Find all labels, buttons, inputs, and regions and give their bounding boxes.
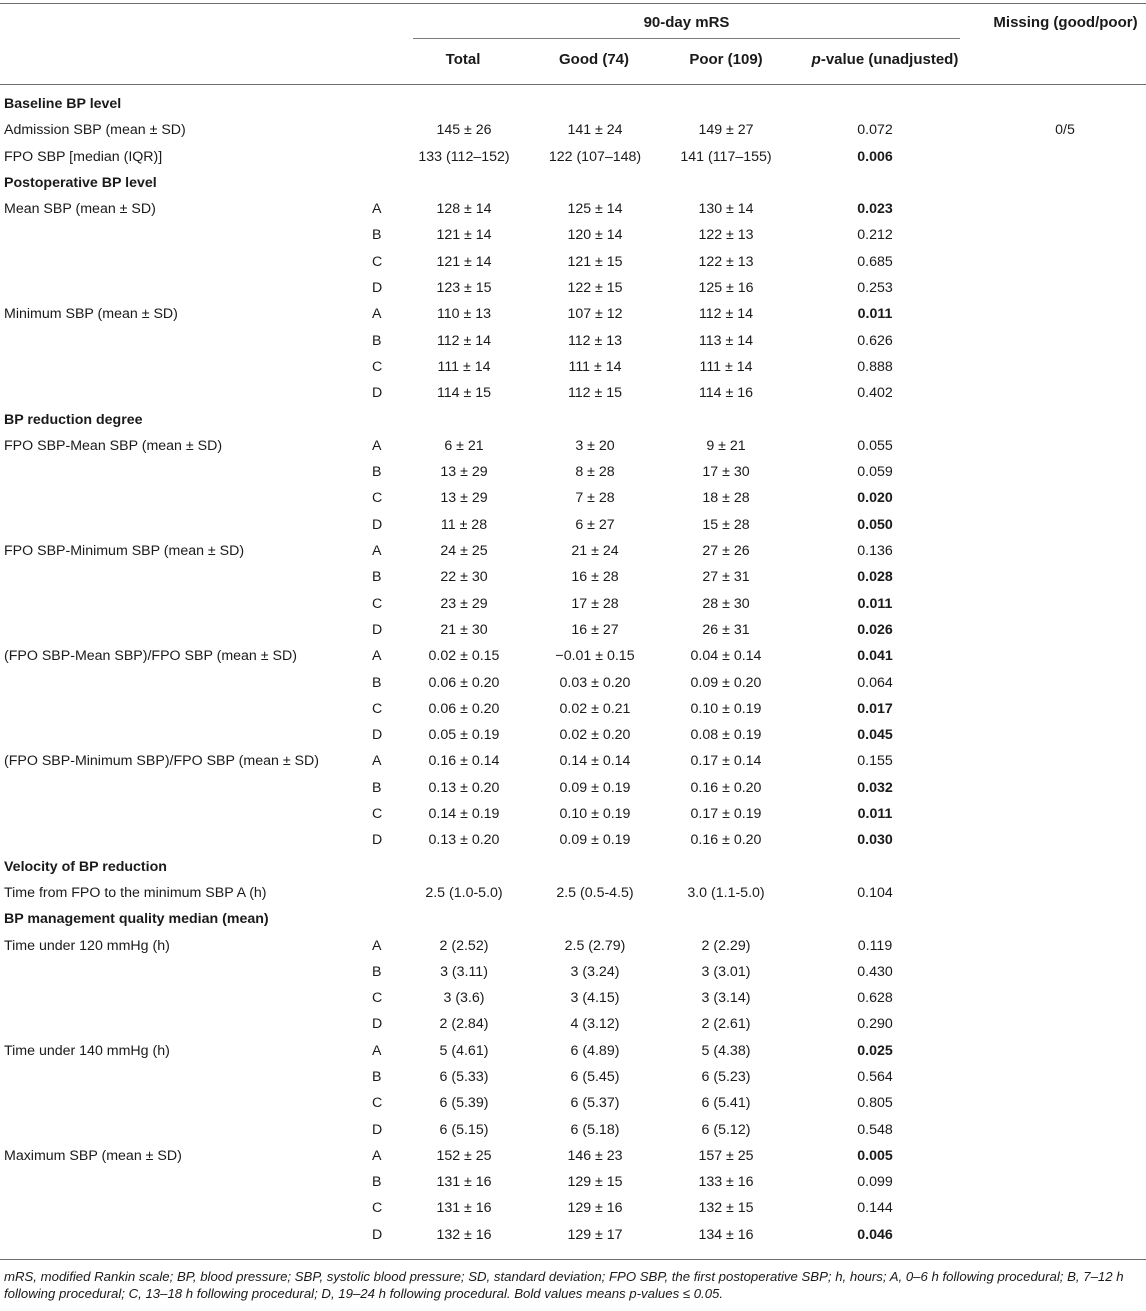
total-cell: 0.05 ± 0.19: [428, 727, 500, 744]
p-value-cell: 0.023: [857, 201, 893, 218]
period-cell: A: [372, 437, 382, 454]
good-cell: 129 ± 16: [567, 1200, 623, 1217]
good-cell: 6 ± 27: [575, 516, 615, 533]
poor-cell: 9 ± 21: [706, 437, 746, 454]
poor-cell: 5 (4.38): [701, 1042, 751, 1059]
table-row: [0, 117, 1146, 143]
total-cell: 3 (3.6): [443, 990, 485, 1007]
good-cell: 0.09 ± 0.19: [559, 779, 631, 796]
poor-cell: 3 (3.01): [701, 963, 751, 980]
header-p-value: [800, 51, 970, 68]
total-cell: 6 (5.33): [439, 1068, 489, 1085]
p-value-cell: 0.136: [857, 543, 893, 560]
period-cell: B: [372, 1174, 382, 1191]
poor-cell: 114 ± 16: [698, 385, 754, 402]
p-value-cell: 0.402: [857, 385, 893, 402]
p-value-cell: 0.026: [857, 621, 893, 638]
poor-cell: 133 ± 16: [698, 1174, 754, 1191]
poor-cell: 6 (5.12): [701, 1121, 751, 1138]
table-body: [0, 91, 1146, 1248]
total-cell: 2.5 (1.0-5.0): [425, 884, 503, 901]
missing-cell: 0/5: [1055, 122, 1075, 139]
total-cell: 5 (4.61): [439, 1042, 489, 1059]
p-value-cell: 0.548: [857, 1121, 893, 1138]
good-cell: 129 ± 17: [567, 1226, 623, 1243]
table-row: [0, 1117, 1146, 1143]
p-value-cell: 0.011: [857, 806, 893, 823]
section-row: [0, 906, 1146, 932]
p-value-cell: 0.050: [857, 516, 893, 533]
p-value-cell: 0.011: [857, 595, 893, 612]
period-cell: B: [372, 332, 382, 349]
period-cell: A: [372, 306, 382, 323]
period-cell: A: [372, 543, 382, 560]
period-cell: C: [372, 1200, 383, 1217]
table-row: [0, 485, 1146, 511]
table-row: [0, 459, 1146, 485]
table-row: [0, 722, 1146, 748]
p-value-cell: 0.119: [857, 937, 893, 954]
poor-cell: 0.16 ± 0.20: [690, 779, 762, 796]
good-cell: 111 ± 14: [568, 358, 622, 375]
period-cell: A: [372, 937, 382, 954]
row-label: Time from FPO to the minimum SBP A (h): [4, 884, 267, 901]
period-cell: D: [372, 516, 383, 533]
good-cell: 3 ± 20: [575, 437, 615, 454]
p-value-cell: 0.045: [857, 727, 893, 744]
section-label: BP management quality median (mean): [4, 911, 269, 928]
section-label: BP reduction degree: [4, 411, 143, 428]
p-value-cell: 0.212: [857, 227, 893, 244]
table-row: [0, 512, 1146, 538]
poor-cell: 3.0 (1.1-5.0): [687, 884, 765, 901]
row-label: Minimum SBP (mean ± SD): [4, 306, 178, 323]
period-cell: B: [372, 227, 382, 244]
p-value-cell: 0.005: [857, 1147, 893, 1164]
poor-cell: 125 ± 16: [698, 280, 754, 297]
total-cell: 6 ± 21: [444, 437, 484, 454]
p-value-cell: 0.564: [857, 1068, 893, 1085]
total-cell: 128 ± 14: [436, 201, 492, 218]
table-row: [0, 880, 1146, 906]
header-p-rest: -value (unadjusted): [820, 51, 959, 68]
good-cell: 6 (5.37): [570, 1095, 620, 1112]
poor-cell: 0.10 ± 0.19: [690, 700, 762, 717]
poor-cell: 27 ± 31: [702, 569, 750, 586]
good-cell: 3 (3.24): [570, 963, 620, 980]
poor-cell: 111 ± 14: [699, 358, 753, 375]
good-cell: 0.03 ± 0.20: [559, 674, 631, 691]
table-row: [0, 617, 1146, 643]
row-label: Maximum SBP (mean ± SD): [4, 1147, 182, 1164]
poor-cell: 6 (5.23): [701, 1068, 751, 1085]
period-cell: B: [372, 569, 382, 586]
good-cell: 3 (4.15): [570, 990, 620, 1007]
good-cell: 16 ± 27: [571, 621, 619, 638]
p-value-cell: 0.072: [857, 122, 893, 139]
good-cell: 120 ± 14: [567, 227, 623, 244]
total-cell: 131 ± 16: [436, 1200, 492, 1217]
p-value-cell: 0.064: [857, 674, 893, 691]
poor-cell: 0.04 ± 0.14: [690, 648, 762, 665]
table-row: [0, 1011, 1146, 1037]
total-cell: 23 ± 29: [440, 595, 488, 612]
total-cell: 0.02 ± 0.15: [428, 648, 500, 665]
table-top-rule: [0, 3, 1146, 4]
p-value-cell: 0.626: [857, 332, 893, 349]
table-row: [0, 775, 1146, 801]
total-cell: 132 ± 16: [436, 1226, 492, 1243]
table-row: [0, 1090, 1146, 1116]
good-cell: 0.10 ± 0.19: [559, 806, 631, 823]
period-cell: D: [372, 1226, 383, 1243]
period-cell: D: [372, 832, 383, 849]
section-label: Velocity of BP reduction: [4, 858, 167, 875]
good-cell: 112 ± 13: [567, 332, 623, 349]
total-cell: 6 (5.15): [439, 1121, 489, 1138]
table-row: [0, 985, 1146, 1011]
total-cell: 111 ± 14: [437, 358, 491, 375]
table-footnote: mRS, modified Rankin scale; BP, blood pressure; SBP, systolic blood pressure; SD, standard deviation; FPO SBP, the first postoperative SBP; h, hours; A, 0–6 h following procedural; B, 7–12 h following procedural; C, 13–18 h following procedural; D, 19–24 h following procedural. Bold values means p-values ≤ 0.05.: [4, 1269, 1124, 1301]
table-row: [0, 933, 1146, 959]
section-row: [0, 170, 1146, 196]
section-label: Baseline BP level: [4, 96, 122, 112]
good-cell: 107 ± 12: [567, 306, 623, 323]
poor-cell: 0.17 ± 0.14: [690, 753, 762, 770]
table-row: [0, 538, 1146, 564]
poor-cell: 27 ± 26: [702, 543, 750, 560]
p-value-cell: 0.020: [857, 490, 893, 507]
total-cell: 21 ± 30: [440, 621, 488, 638]
poor-cell: 0.16 ± 0.20: [690, 832, 762, 849]
period-cell: D: [372, 727, 383, 744]
total-cell: 133 (112–152): [418, 148, 510, 165]
total-cell: 123 ± 15: [436, 280, 492, 297]
good-cell: 7 ± 28: [575, 490, 615, 507]
table-row: [0, 1064, 1146, 1090]
poor-cell: 28 ± 30: [702, 595, 750, 612]
period-cell: B: [372, 464, 382, 481]
total-cell: 110 ± 13: [436, 306, 492, 323]
table-row: [0, 1143, 1146, 1169]
table-row: [0, 959, 1146, 985]
poor-cell: 122 ± 13: [698, 253, 754, 270]
p-value-cell: 0.030: [857, 832, 893, 849]
table-row: [0, 249, 1146, 275]
period-cell: A: [372, 1147, 382, 1164]
good-cell: 0.14 ± 0.14: [559, 753, 631, 770]
p-value-cell: 0.253: [857, 280, 893, 297]
row-label: FPO SBP [median (IQR)]: [4, 148, 163, 165]
p-value-cell: 0.099: [857, 1174, 893, 1191]
p-value-cell: 0.430: [857, 963, 893, 980]
total-cell: 152 ± 25: [436, 1147, 492, 1164]
period-cell: C: [372, 1095, 383, 1112]
good-cell: 112 ± 15: [567, 385, 623, 402]
p-value-cell: 0.017: [857, 700, 893, 717]
period-cell: A: [372, 648, 382, 665]
table-row: [0, 301, 1146, 327]
good-cell: 129 ± 15: [567, 1174, 623, 1191]
p-value-cell: 0.628: [857, 990, 893, 1007]
poor-cell: 3 (3.14): [701, 990, 751, 1007]
poor-cell: 26 ± 31: [702, 621, 750, 638]
total-cell: 22 ± 30: [440, 569, 488, 586]
section-row: [0, 91, 1146, 117]
p-value-cell: 0.685: [857, 253, 893, 270]
period-cell: B: [372, 674, 382, 691]
header-total: Total: [445, 51, 481, 68]
header-missing: Missing (good/poor): [993, 14, 1138, 31]
total-cell: 131 ± 16: [436, 1174, 492, 1191]
total-cell: 0.06 ± 0.20: [428, 674, 500, 691]
table-row: [0, 591, 1146, 617]
period-cell: A: [372, 1042, 382, 1059]
good-cell: 21 ± 24: [571, 543, 619, 560]
poor-cell: 15 ± 28: [702, 516, 750, 533]
total-cell: 121 ± 14: [436, 227, 492, 244]
table-row: [0, 670, 1146, 696]
good-cell: 2.5 (2.79): [564, 937, 626, 954]
period-cell: D: [372, 621, 383, 638]
good-cell: 17 ± 28: [571, 595, 619, 612]
period-cell: C: [372, 700, 383, 717]
table-row: [0, 696, 1146, 722]
period-cell: B: [372, 963, 382, 980]
section-row: [0, 407, 1146, 433]
period-cell: D: [372, 1121, 383, 1138]
table-bottom-rule: [0, 1259, 1146, 1260]
total-cell: 0.13 ± 0.20: [428, 779, 500, 796]
header-good: Good (74): [559, 51, 629, 68]
period-cell: C: [372, 990, 383, 1007]
period-cell: D: [372, 385, 383, 402]
period-cell: C: [372, 490, 383, 507]
table-row: [0, 354, 1146, 380]
total-cell: 0.13 ± 0.20: [428, 832, 500, 849]
good-cell: 141 ± 24: [567, 122, 623, 139]
total-cell: 145 ± 26: [436, 122, 492, 139]
poor-cell: 112 ± 14: [698, 306, 754, 323]
p-value-cell: 0.006: [857, 148, 893, 165]
table-row: [0, 433, 1146, 459]
p-value-cell: 0.104: [857, 884, 893, 901]
good-cell: 16 ± 28: [571, 569, 619, 586]
poor-cell: 18 ± 28: [702, 490, 750, 507]
total-cell: 2 (2.84): [439, 1016, 489, 1033]
row-label: (FPO SBP-Minimum SBP)/FPO SBP (mean ± SD): [4, 753, 319, 770]
table-row: [0, 1169, 1146, 1195]
period-cell: C: [372, 358, 383, 375]
good-cell: 8 ± 28: [575, 464, 615, 481]
period-cell: B: [372, 1068, 382, 1085]
period-cell: D: [372, 280, 383, 297]
good-cell: 6 (5.45): [570, 1068, 620, 1085]
poor-cell: 17 ± 30: [702, 464, 750, 481]
header-p-italic: p: [811, 51, 821, 68]
table-row: [0, 643, 1146, 669]
poor-cell: 6 (5.41): [701, 1095, 751, 1112]
p-value-cell: 0.025: [857, 1042, 893, 1059]
row-label: Time under 140 mmHg (h): [4, 1042, 170, 1059]
good-cell: 121 ± 15: [567, 253, 623, 270]
p-value-cell: 0.055: [857, 437, 893, 454]
section-label: Postoperative BP level: [4, 174, 157, 191]
period-cell: D: [372, 1016, 383, 1033]
poor-cell: 149 ± 27: [698, 122, 754, 139]
total-cell: 3 (3.11): [440, 963, 488, 980]
total-cell: 114 ± 15: [436, 385, 492, 402]
poor-cell: 0.09 ± 0.20: [690, 674, 762, 691]
table-row: [0, 222, 1146, 248]
period-cell: C: [372, 806, 383, 823]
header-poor: Poor (109): [689, 51, 763, 68]
table-row: [0, 1195, 1146, 1221]
poor-cell: 0.08 ± 0.19: [690, 727, 762, 744]
table-row: [0, 144, 1146, 170]
p-value-cell: 0.028: [857, 569, 893, 586]
period-cell: C: [372, 253, 383, 270]
good-cell: 146 ± 23: [567, 1147, 623, 1164]
p-value-cell: 0.032: [857, 779, 893, 796]
table-row: [0, 801, 1146, 827]
good-cell: −0.01 ± 0.15: [555, 648, 635, 665]
poor-cell: 0.17 ± 0.19: [690, 806, 762, 823]
total-cell: 11 ± 28: [440, 516, 488, 533]
p-value-cell: 0.290: [857, 1016, 893, 1033]
good-cell: 0.02 ± 0.21: [559, 700, 631, 717]
table-row: [0, 748, 1146, 774]
good-cell: 6 (4.89): [570, 1042, 620, 1059]
poor-cell: 130 ± 14: [698, 201, 754, 218]
section-row: [0, 854, 1146, 880]
total-cell: 13 ± 29: [440, 464, 488, 481]
row-label: FPO SBP-Minimum SBP (mean ± SD): [4, 543, 245, 560]
total-cell: 24 ± 25: [440, 543, 488, 560]
row-label: Mean SBP (mean ± SD): [4, 201, 156, 218]
good-cell: 125 ± 14: [567, 201, 623, 218]
header-bottom-rule: [0, 84, 1146, 85]
good-cell: 122 (107–148): [548, 148, 642, 165]
row-label: (FPO SBP-Mean SBP)/FPO SBP (mean ± SD): [4, 648, 297, 665]
period-cell: A: [372, 753, 382, 770]
table-row: [0, 328, 1146, 354]
p-value-cell: 0.041: [857, 648, 893, 665]
poor-cell: 2 (2.61): [701, 1016, 751, 1033]
good-cell: 122 ± 15: [567, 280, 623, 297]
table-row: [0, 1222, 1146, 1248]
total-cell: 13 ± 29: [440, 490, 488, 507]
table-row: [0, 275, 1146, 301]
p-value-cell: 0.144: [857, 1200, 893, 1217]
period-cell: C: [372, 595, 383, 612]
poor-cell: 113 ± 14: [698, 332, 754, 349]
table-row: [0, 196, 1146, 222]
table-row: [0, 827, 1146, 853]
good-cell: 2.5 (0.5-4.5): [556, 884, 634, 901]
table-row: [0, 1038, 1146, 1064]
header-span-rule: [413, 38, 960, 39]
period-cell: A: [372, 201, 382, 218]
row-label: Admission SBP (mean ± SD): [4, 122, 186, 139]
period-cell: B: [372, 779, 382, 796]
total-cell: 6 (5.39): [439, 1095, 489, 1112]
good-cell: 4 (3.12): [570, 1016, 620, 1033]
p-value-cell: 0.059: [857, 464, 893, 481]
p-value-cell: 0.805: [857, 1095, 893, 1112]
table-row: [0, 380, 1146, 406]
poor-cell: 122 ± 13: [698, 227, 754, 244]
poor-cell: 2 (2.29): [701, 937, 751, 954]
total-cell: 2 (2.52): [439, 937, 489, 954]
header-90-day-mrs: 90-day mRS: [643, 14, 730, 31]
poor-cell: 132 ± 15: [698, 1200, 754, 1217]
poor-cell: 157 ± 25: [698, 1147, 754, 1164]
p-value-cell: 0.046: [857, 1226, 893, 1243]
total-cell: 112 ± 14: [436, 332, 492, 349]
total-cell: 121 ± 14: [436, 253, 492, 270]
p-value-cell: 0.155: [857, 753, 893, 770]
row-label: Time under 120 mmHg (h): [4, 937, 170, 954]
p-value-cell: 0.011: [857, 306, 893, 323]
good-cell: 0.02 ± 0.20: [559, 727, 631, 744]
p-value-cell: 0.888: [857, 358, 893, 375]
good-cell: 6 (5.18): [570, 1121, 620, 1138]
good-cell: 0.09 ± 0.19: [559, 832, 631, 849]
poor-cell: 134 ± 16: [698, 1226, 754, 1243]
total-cell: 0.06 ± 0.20: [428, 700, 500, 717]
poor-cell: 141 (117–155): [680, 148, 772, 165]
table-row: [0, 564, 1146, 590]
row-label: FPO SBP-Mean SBP (mean ± SD): [4, 437, 223, 454]
total-cell: 0.14 ± 0.19: [428, 806, 500, 823]
total-cell: 0.16 ± 0.14: [428, 753, 500, 770]
